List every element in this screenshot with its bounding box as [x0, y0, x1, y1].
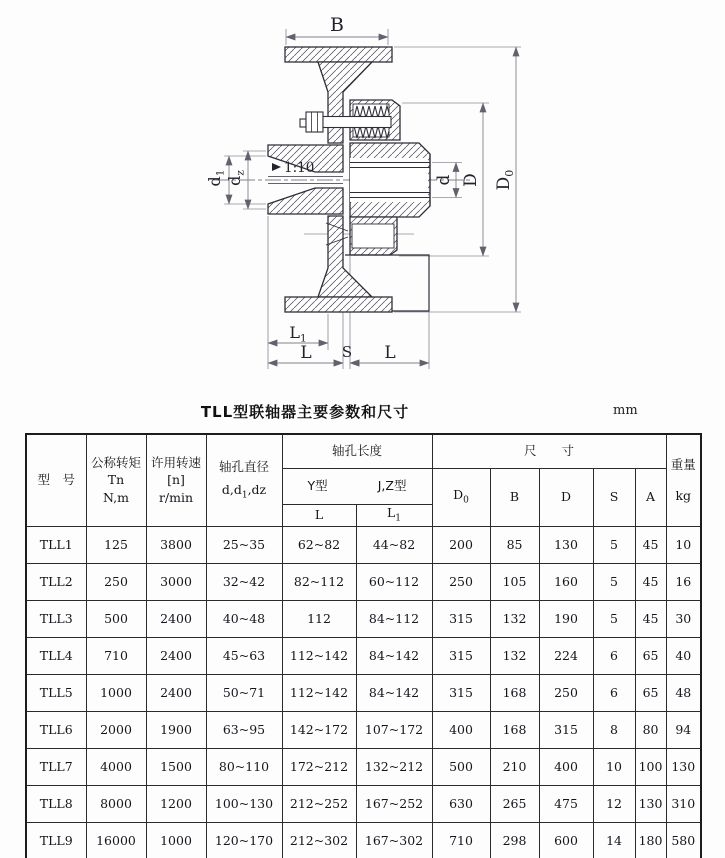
cell-torque: 710	[86, 637, 146, 674]
unit-label: mm	[613, 403, 638, 418]
cell-L: 62~82	[282, 526, 356, 563]
cell-L: 142~172	[282, 711, 356, 748]
cell-D: 600	[539, 822, 593, 858]
cell-speed: 3000	[146, 563, 206, 600]
cell-D0: 315	[432, 600, 490, 637]
cell-L1: 107~172	[356, 711, 432, 748]
cell-speed: 2400	[146, 600, 206, 637]
table-row	[26, 748, 701, 785]
cell-weight: 94	[666, 711, 701, 748]
dim-label-taper: 1:10	[284, 160, 315, 176]
dim-label-d: d	[434, 174, 454, 186]
coupling-drawing	[0, 0, 725, 398]
cell-speed: 2400	[146, 674, 206, 711]
cell-S: 12	[593, 785, 635, 822]
dim-label-dz: $d_z$	[225, 170, 247, 186]
col-header-model: 型 号	[26, 434, 86, 526]
cell-torque: 125	[86, 526, 146, 563]
cell-L: 212~252	[282, 785, 356, 822]
cell-speed: 1500	[146, 748, 206, 785]
cell-weight: 48	[666, 674, 701, 711]
cell-D0: 630	[432, 785, 490, 822]
cell-L: 82~112	[282, 563, 356, 600]
cell-L: 112~142	[282, 674, 356, 711]
dim-label-L1: $L_1$	[289, 323, 307, 345]
speed-symbol: [n]	[167, 472, 185, 488]
table-row	[26, 526, 701, 563]
cell-D: 190	[539, 600, 593, 637]
cell-D0: 200	[432, 526, 490, 563]
cell-model: TLL9	[26, 822, 86, 858]
cell-bore: 25~35	[206, 526, 282, 563]
cell-L1: 84~142	[356, 637, 432, 674]
bore-label: 轴孔直径	[218, 459, 269, 475]
cell-A: 65	[635, 637, 666, 674]
cell-S: 5	[593, 600, 635, 637]
cell-D0: 315	[432, 637, 490, 674]
cell-bore: 50~71	[206, 674, 282, 711]
cell-bore: 120~170	[206, 822, 282, 858]
cell-L1: 167~252	[356, 785, 432, 822]
cell-L: 112	[282, 600, 356, 637]
right-bore	[350, 158, 428, 202]
cell-torque: 16000	[86, 822, 146, 858]
cell-model: TLL5	[26, 674, 86, 711]
cell-B: 85	[490, 526, 539, 563]
col-header-D0: $D_0$	[432, 468, 490, 526]
jz-type-label: J,Z型	[377, 478, 407, 494]
cell-speed: 3800	[146, 526, 206, 563]
cell-L1: 84~142	[356, 674, 432, 711]
cell-speed: 2400	[146, 637, 206, 674]
torque-label: 公称转矩	[90, 454, 141, 470]
cell-model: TLL2	[26, 563, 86, 600]
speed-label: 许用转速	[150, 454, 201, 470]
cell-B: 298	[490, 822, 539, 858]
speed-unit: r/min	[158, 490, 194, 506]
cell-B: 168	[490, 711, 539, 748]
cell-S: 14	[593, 822, 635, 858]
cell-A: 65	[635, 674, 666, 711]
cell-S: 6	[593, 674, 635, 711]
cell-bore: 45~63	[206, 637, 282, 674]
dim-label-L-right: L	[384, 343, 396, 363]
cell-model: TLL8	[26, 785, 86, 822]
cell-L1: 60~112	[356, 563, 432, 600]
table-row	[26, 674, 701, 711]
col-header-speed	[146, 434, 206, 526]
cell-A: 80	[635, 711, 666, 748]
param-table	[25, 433, 702, 858]
dim-label-L-left: L	[300, 343, 312, 363]
dim-label-S: S	[341, 343, 353, 361]
cell-L1: 44~82	[356, 526, 432, 563]
cell-L1: 84~112	[356, 600, 432, 637]
cell-D: 224	[539, 637, 593, 674]
torque-unit: N,m	[103, 490, 129, 506]
dim-label-D: D	[461, 173, 481, 187]
cell-D0: 250	[432, 563, 490, 600]
col-header-bore	[206, 434, 282, 526]
cell-bore: 80~110	[206, 748, 282, 785]
cell-D: 160	[539, 563, 593, 600]
cell-model: TLL1	[26, 526, 86, 563]
cell-L: 172~212	[282, 748, 356, 785]
cell-D: 130	[539, 526, 593, 563]
cell-A: 100	[635, 748, 666, 785]
cell-D0: 400	[432, 711, 490, 748]
cell-speed: 1000	[146, 822, 206, 858]
cell-S: 10	[593, 748, 635, 785]
table-row	[26, 711, 701, 748]
cell-D0: 710	[432, 822, 490, 858]
cell-model: TLL6	[26, 711, 86, 748]
cell-A: 45	[635, 600, 666, 637]
cell-weight: 310	[666, 785, 701, 822]
cell-torque: 2000	[86, 711, 146, 748]
cell-D: 475	[539, 785, 593, 822]
col-header-D: D	[539, 468, 593, 526]
cell-torque: 4000	[86, 748, 146, 785]
weight-unit: kg	[675, 488, 692, 504]
cell-B: 210	[490, 748, 539, 785]
cell-bore: 100~130	[206, 785, 282, 822]
col-header-L1: $L_1$	[356, 504, 432, 526]
cell-A: 180	[635, 822, 666, 858]
cell-speed: 1200	[146, 785, 206, 822]
cell-L: 212~302	[282, 822, 356, 858]
col-header-S: S	[593, 468, 635, 526]
cell-D: 250	[539, 674, 593, 711]
cell-B: 105	[490, 563, 539, 600]
cell-S: 6	[593, 637, 635, 674]
cell-weight: 130	[666, 748, 701, 785]
cell-torque: 1000	[86, 674, 146, 711]
dim-label-d1: $d_1$	[205, 169, 227, 187]
taper-arrow-icon	[272, 163, 281, 171]
cell-B: 265	[490, 785, 539, 822]
cell-L1: 132~212	[356, 748, 432, 785]
col-header-weight	[666, 434, 701, 526]
cell-bore: 63~95	[206, 711, 282, 748]
cell-A: 45	[635, 526, 666, 563]
cell-model: TLL3	[26, 600, 86, 637]
col-header-torque	[86, 434, 146, 526]
table-row	[26, 822, 701, 858]
table-row	[26, 563, 701, 600]
title-bar	[25, 401, 700, 425]
cell-speed: 1900	[146, 711, 206, 748]
cell-D0: 500	[432, 748, 490, 785]
subheader-types	[282, 468, 432, 504]
cell-L1: 167~302	[356, 822, 432, 858]
cell-S: 8	[593, 711, 635, 748]
cell-A: 130	[635, 785, 666, 822]
cell-weight: 16	[666, 563, 701, 600]
cell-B: 168	[490, 674, 539, 711]
cell-torque: 250	[86, 563, 146, 600]
cell-bore: 32~42	[206, 563, 282, 600]
torque-symbol: Tn	[107, 472, 125, 488]
cell-B: 132	[490, 637, 539, 674]
cell-torque: 500	[86, 600, 146, 637]
table-body	[26, 526, 701, 858]
cell-model: TLL4	[26, 637, 86, 674]
table-row	[26, 600, 701, 637]
table-row	[26, 637, 701, 674]
group-header-bore-length: 轴孔长度	[282, 434, 432, 468]
weight-label: 重量	[670, 456, 696, 472]
y-type-label: Y型	[307, 478, 328, 494]
dim-label-B: B	[330, 14, 344, 36]
table-title: TLL型联轴器主要参数和尺寸	[200, 403, 410, 421]
lower-sleeve-cavity	[352, 224, 394, 248]
cell-S: 5	[593, 563, 635, 600]
col-header-A: A	[635, 468, 666, 526]
bore-spec: $d,d_1,dz$	[221, 481, 267, 501]
cell-D: 315	[539, 711, 593, 748]
col-header-B: B	[490, 468, 539, 526]
cell-weight: 580	[666, 822, 701, 858]
cell-bore: 40~48	[206, 600, 282, 637]
cell-D0: 315	[432, 674, 490, 711]
dim-label-D0: $D_0$	[494, 169, 516, 191]
cell-weight: 40	[666, 637, 701, 674]
group-header-dimensions: 尺 寸	[432, 434, 666, 468]
cell-A: 45	[635, 563, 666, 600]
cell-torque: 8000	[86, 785, 146, 822]
cell-D: 400	[539, 748, 593, 785]
table-row	[26, 785, 701, 822]
col-header-L: L	[282, 504, 356, 526]
cell-L: 112~142	[282, 637, 356, 674]
cell-B: 132	[490, 600, 539, 637]
cell-S: 5	[593, 526, 635, 563]
cell-weight: 10	[666, 526, 701, 563]
cell-model: TLL7	[26, 748, 86, 785]
cell-weight: 30	[666, 600, 701, 637]
